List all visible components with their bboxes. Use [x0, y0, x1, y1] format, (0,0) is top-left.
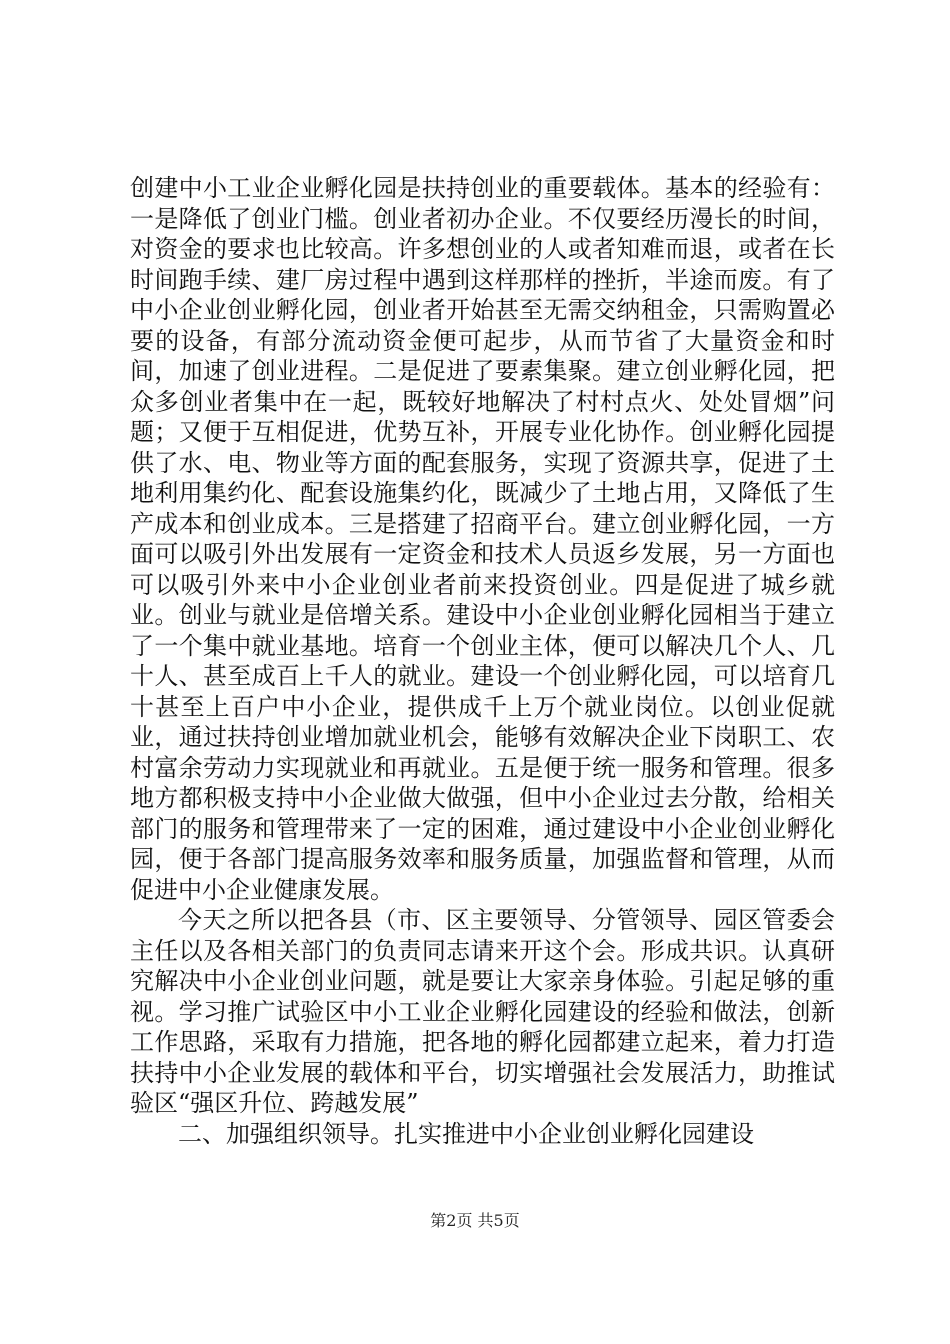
document-body	[130, 173, 835, 1149]
paragraph-meeting-purpose: 今天之所以把各县（市、区主要领导、分管领导、园区管委会主任以及各相关部门的负责同志请来开这个会。形成共识。认真研究解决中小企业创业问题，就是要让大家亲身体验。引起足够的重视。学习推广试验区中小工业企业孵化园建设的经验和做法，创新工作思路，采取有力措施，把各地的孵化园都建立起来，着力打造扶持中小企业发展的载体和平台，切实增强社会发展活力，助推试验区“强区升位、跨越发展”	[130, 906, 835, 1117]
section-heading-two: 二、加强组织领导。扎实推进中小企业创业孵化园建设	[178, 1119, 754, 1148]
page-number-footer: 第2页 共5页	[430, 1211, 520, 1230]
paragraph-experience: 创建中小工业企业孵化园是扶持创业的重要载体。基本的经验有：一是降低了创业门槛。创业者初办企业。不仅要经历漫长的时间，对资金的要求也比较高。许多想创业的人或者知难而退，或者在长时间跑手续、建厂房过程中遇到这样那样的挫折，半途而废。有了中小企业创业孵化园，创业者开始甚至无需交纳租金，只需购置必要的设备，有部分流动资金便可起步，从而节省了大量资金和时间，加速了创业进程。二是促进了要素集聚。建立创业孵化园，把众多创业者集中在一起，既较好地解决了村村点火、处处冒烟”问题；又便于互相促进，优势互补，开展专业化协作。创业孵化园提供了水、电、物业等方面的配套服务，实现了资源共享，促进了土地利用集约化、配套设施集约化，既减少了土地占用，又降低了生产成本和创业成本。三是搭建了招商平台。建立创业孵化园，一方面可以吸引外出发展有一定资金和技术人员返乡发展，另一方面也可以吸引外来中小企业创业者前来投资创业。四是促进了城乡就业。创业与就业是倍增关系。建设中小企业创业孵化园相当于建立了一个集中就业基地。培育一个创业主体，便可以解决几个人、几十人、甚至成百上千人的就业。建设一个创业孵化园，可以培育几十甚至上百户中小企业，提供成千上万个就业岗位。以创业促就业，通过扶持创业增加就业机会，能够有效解决企业下岗职工、农村富余劳动力实现就业和再就业。五是便于统一服务和管理。很多地方都积极支持中小企业做大做强，但中小企业过去分散，给相关部门的服务和管理带来了一定的困难，通过建设中小企业创业孵化园，便于各部门提高服务效率和服务质量，加强监督和管理，从而促进中小企业健康发展。	[130, 174, 835, 904]
